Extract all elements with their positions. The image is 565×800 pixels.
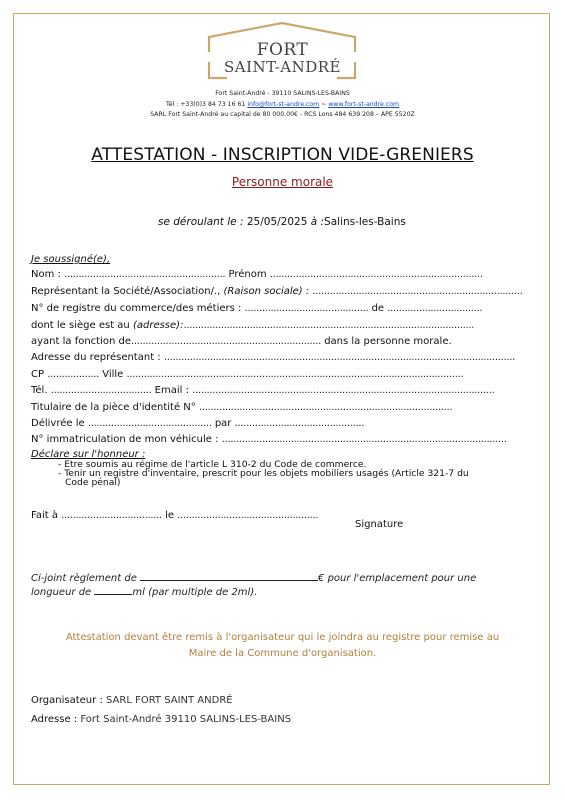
field-nom[interactable] xyxy=(31,269,483,280)
header-email-link[interactable]: info@fort-st-andre.com xyxy=(247,101,320,108)
organisateur-label: Organisateur : xyxy=(31,695,103,706)
label-cp: CP xyxy=(31,369,45,380)
adresse-value: Fort Saint-André 39110 SALINS-LES-BAINS xyxy=(80,714,292,725)
label-titulaire: Titulaire de la pièce d'identité N° xyxy=(31,402,196,413)
length-field[interactable] xyxy=(94,585,132,595)
dots-delivree[interactable]: ........................................... xyxy=(87,418,212,429)
declaration-item-2-text: Tenir un registre d'inventaire, prescrit pour les objets mobiliers usagés (Article 321-7 du xyxy=(64,468,469,479)
footer-adresse xyxy=(31,714,291,725)
field-siege[interactable] xyxy=(31,320,474,331)
brand-name-line2: SAINT-ANDRÉ xyxy=(223,58,342,76)
payment-line-1[interactable] xyxy=(31,571,476,584)
field-fonction[interactable] xyxy=(31,336,452,347)
field-registre[interactable] xyxy=(31,303,482,314)
organisateur-value: SARL FORT SAINT ANDRÉ xyxy=(106,695,233,706)
dots-prenom[interactable]: .......................................................................... xyxy=(269,269,483,280)
event-place-label: à : xyxy=(310,216,325,228)
dots-le[interactable]: ................................................. xyxy=(177,510,319,521)
label-representant: Représentant la Société/Association/., xyxy=(31,286,221,297)
length-label: longueur de xyxy=(31,587,92,598)
brand-name-line1: FORT xyxy=(256,40,309,60)
field-delivree[interactable] xyxy=(31,418,364,429)
notice-line-1: Attestation devant être remis à l'organisateur qui le joindra au registre pour remise au xyxy=(65,632,500,643)
dots-registre[interactable]: ........................................... xyxy=(244,303,369,314)
form-intro: Je soussigné(e), xyxy=(31,254,111,265)
header-phone: Tél : +33(0)3 84 73 16 61 xyxy=(165,101,246,108)
label-immatriculation: N° immatriculation de mon véhicule : xyxy=(31,434,219,445)
label-adresse-representant: Adresse du représentant : xyxy=(31,352,161,363)
dots-email[interactable]: ......................................................................................................... xyxy=(192,385,495,396)
dots-adresse-representant[interactable]: .......................................................................................................................... xyxy=(163,352,516,363)
dots-fonction[interactable]: .................................................................. xyxy=(131,336,322,347)
label-registre: N° de registre du commerce/des métiers : xyxy=(31,303,242,314)
label-tel: Tél. xyxy=(31,385,48,396)
declaration-item-1: - Etre soumis au régime de l'article L 310-2 du Code de commerce. xyxy=(58,459,367,470)
label-fonction: ayant la fonction de xyxy=(31,336,132,347)
field-fait-a[interactable] xyxy=(31,510,318,521)
event-label: se déroulant le : xyxy=(158,216,244,228)
label-ville: Ville xyxy=(102,369,124,380)
payment-amount-field[interactable] xyxy=(140,571,318,581)
dots-tel[interactable]: ................................... xyxy=(50,385,152,396)
label-personne-morale: dans la personne morale. xyxy=(324,336,452,347)
dots-de[interactable]: ................................. xyxy=(387,303,483,314)
field-tel-email[interactable] xyxy=(31,385,494,396)
label-email: Email : xyxy=(154,385,189,396)
dots-cp[interactable]: .................. xyxy=(47,369,100,380)
field-representant[interactable] xyxy=(31,286,523,297)
label-raison-sociale: (Raison sociale) : xyxy=(223,286,310,297)
field-cp-ville[interactable] xyxy=(31,369,463,380)
footer-organisateur xyxy=(31,695,233,706)
label-adresse: (adresse): xyxy=(132,320,184,331)
header-legal: SARL Fort Saint-André au capital de 80 000.00€ - RCS Lons 484 639 208 – APE 5520Z xyxy=(150,111,415,118)
declaration-item-2-cont: Code pénal) xyxy=(65,477,121,488)
label-nom: Nom : xyxy=(31,269,61,280)
label-le: le xyxy=(165,510,175,521)
payment-label: Ci-joint règlement de xyxy=(31,573,137,584)
dots-siege[interactable]: ..................................................................................................... xyxy=(183,320,475,331)
event-date: 25/05/2025 xyxy=(246,216,308,228)
header-website-link[interactable]: www.fort-st-andre.com xyxy=(328,101,400,108)
page-subtitle: Personne morale xyxy=(231,175,334,189)
declaration-item-1-text: Etre soumis au régime de l'article L 310-2 du Code de commerce. xyxy=(64,459,367,470)
dots-fait-a[interactable]: ................................... xyxy=(61,510,162,521)
label-fait-a: Fait à xyxy=(31,510,58,521)
declaration-item-2: - Tenir un registre d'inventaire, prescrit pour les objets mobiliers usagés (Article 321-7 du xyxy=(58,468,469,479)
page-title: ATTESTATION - INSCRIPTION VIDE-GRENIERS xyxy=(91,145,474,165)
page-border xyxy=(13,13,550,785)
header-contact xyxy=(0,101,565,108)
header-separator: ~ xyxy=(321,101,327,108)
adresse-label: Adresse : xyxy=(31,714,78,725)
field-titulaire[interactable] xyxy=(31,402,452,413)
label-prenom: Prénom xyxy=(228,269,267,280)
notice-line-2: Maire de la Commune d'organisation. xyxy=(188,648,377,659)
dots-nom[interactable]: ........................................................ xyxy=(64,269,226,280)
payment-line-2[interactable] xyxy=(31,585,257,598)
label-siege: dont le siège est au xyxy=(31,320,130,331)
header-address: Fort Saint-André - 39110 SALINS-LES-BAINS xyxy=(215,90,350,97)
dots-titulaire[interactable]: ........................................................................................ xyxy=(198,402,453,413)
label-par: par xyxy=(214,418,232,429)
dots-representant[interactable]: ......................................................................... xyxy=(312,286,523,297)
dots-immatriculation[interactable]: ................................................................................................... xyxy=(221,434,507,445)
declaration-heading: Déclare sur l'honneur : xyxy=(31,449,146,460)
label-delivree: Délivrée le xyxy=(31,418,85,429)
field-immatriculation[interactable] xyxy=(31,434,507,445)
event-line xyxy=(158,216,406,228)
field-adresse-representant[interactable] xyxy=(31,352,515,363)
dots-par[interactable]: ............................................. xyxy=(234,418,365,429)
signature-label: Signature xyxy=(355,519,404,530)
length-suffix: ml (par multiple de 2ml). xyxy=(132,587,258,598)
label-de: de xyxy=(371,303,385,314)
payment-suffix: € pour l'emplacement pour une xyxy=(318,573,477,584)
dots-ville[interactable]: ..................................................................................................................... xyxy=(126,369,464,380)
event-place: Salins-les-Bains xyxy=(324,216,406,228)
